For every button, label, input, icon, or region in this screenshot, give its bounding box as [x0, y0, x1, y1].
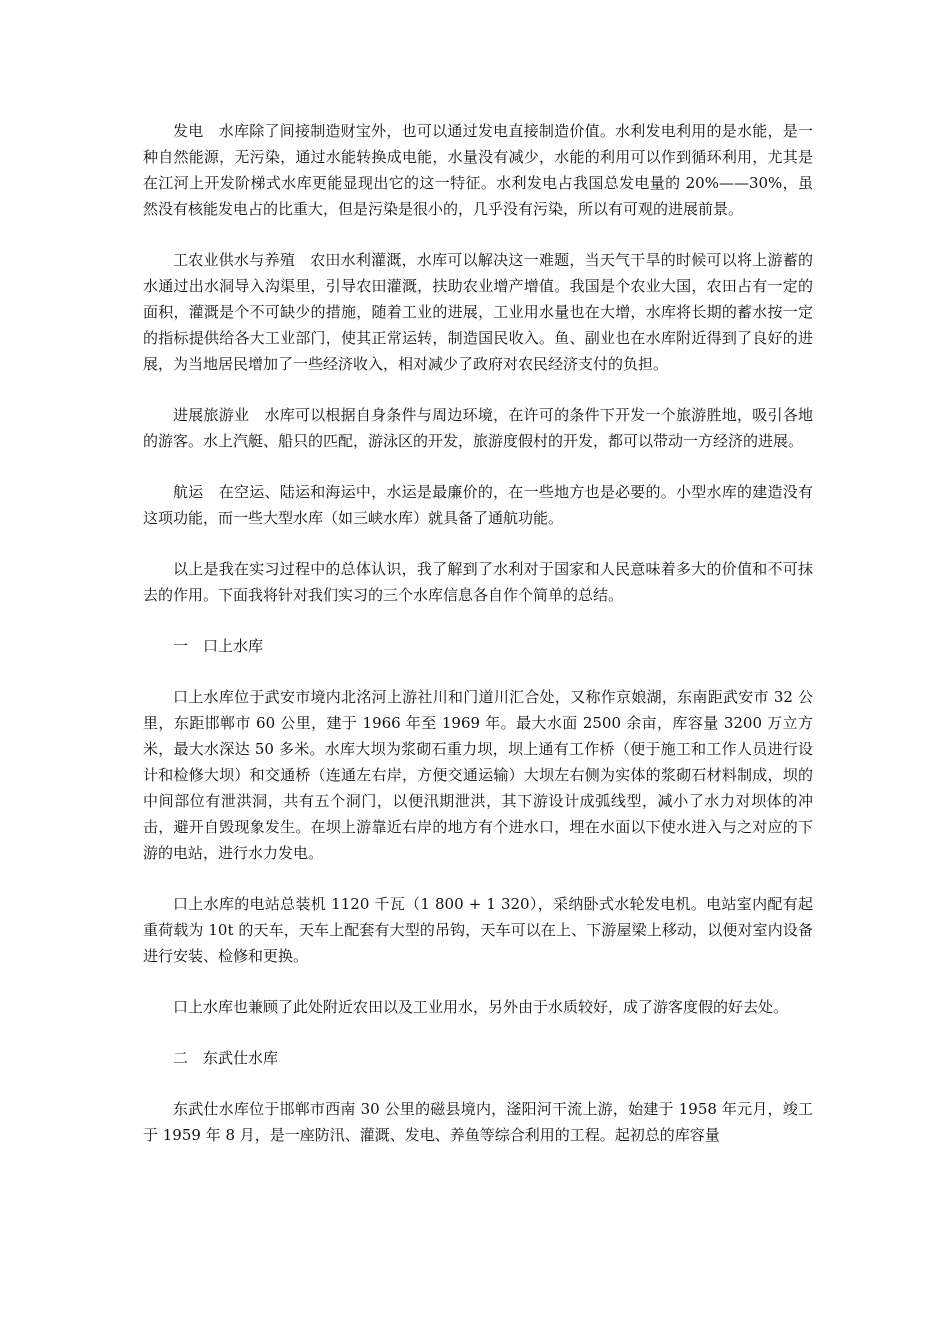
paragraph-koushang-overview: 口上水库位于武安市境内北洺河上游社川和门道川汇合处，又称作京娘湖，东南距武安市 32 公里，东距邯郸市 60 公里，建于 1966 年至 1969 年。最大水面 2500 余亩，库容量 3200 万立方米，最大水深达 50 多米。水库大坝为浆砌石重力坝，坝上通有工作桥（便于施工和工作人员进行设计和检修大坝）和交通桥（连通左右岸，方便交通运输）大坝左右侧为实体的浆砌石材料制成，坝的中间部位有泄洪洞，共有五个洞门，以便汛期泄洪，其下游设计成弧线型，减小了水力对坝体的冲击，避开自毁现象发生。在坝上游靠近右岸的地方有个进水口，埋在水面以下使水进入与之对应的下游的电站，进行水力发电。	[143, 688, 813, 862]
paragraph-koushang-station: 口上水库的电站总装机 1120 千瓦（1 800 + 1 320），采纳卧式水轮发电机。电站室内配有起重荷载为 10t 的天车，天车上配套有大型的吊钩，天车可以在上、下游屋梁上移动，以便对室内设备进行安装、检修和更换。	[143, 895, 813, 965]
section-heading-koushang: 一 口上水库	[173, 637, 264, 655]
paragraph-water-supply: 工农业供水与养殖 农田水利灌溉，水库可以解决这一难题，当天气干旱的时候可以将上游蓄的水通过出水洞导入沟渠里，引导农田灌溉，扶助农业增产增值。我国是个农业大国，农田占有一定的面积，灌溉是个不可缺少的措施，随着工业的进展，工业用水量也在大增，水库将长期的蓄水按一定的指标提供给各大工业部门，使其正常运转，制造国民收入。鱼、副业也在水库附近得到了良好的进展，为当地居民增加了一些经济收入，相对减少了政府对农民经济支付的负担。	[143, 251, 813, 373]
section-heading-dongwushi: 二 东武仕水库	[173, 1049, 279, 1067]
paragraph-shipping: 航运 在空运、陆运和海运中，水运是最廉价的，在一些地方也是必要的。小型水库的建造没有这项功能，而一些大型水库（如三峡水库）就具备了通航功能。	[143, 483, 813, 527]
paragraph-tourism: 进展旅游业 水库可以根据自身条件与周边环境，在许可的条件下开发一个旅游胜地，吸引各地的游客。水上汽艇、船只的匹配，游泳区的开发，旅游度假村的开发，都可以带动一方经济的进展。	[143, 406, 813, 450]
paragraph-koushang-uses: 口上水库也兼顾了此处附近农田以及工业用水，另外由于水质较好，成了游客度假的好去处。	[173, 998, 789, 1016]
paragraph-summary-intro: 以上是我在实习过程中的总体认识，我了解到了水利对于国家和人民意味着多大的价值和不可抹去的作用。下面我将针对我们实习的三个水库信息各自作个简单的总结。	[143, 560, 813, 604]
document-page	[143, 118, 813, 1173]
paragraph-dongwushi-overview: 东武仕水库位于邯郸市西南 30 公里的磁县境内，滏阳河干流上游，始建于 1958 年元月，竣工于 1959 年 8 月，是一座防汛、灌溉、发电、养鱼等综合利用的工程。起初总的库容量	[143, 1100, 813, 1144]
paragraph-power-generation: 发电 水库除了间接制造财宝外，也可以通过发电直接制造价值。水利发电利用的是水能，是一种自然能源，无污染，通过水能转换成电能，水量没有减少，水能的利用可以作到循环利用，尤其是在江河上开发阶梯式水库更能显现出它的这一特征。水利发电占我国总发电量的 20%——30%，虽然没有核能发电占的比重大，但是污染是很小的，几乎没有污染，所以有可观的进展前景。	[143, 122, 813, 218]
